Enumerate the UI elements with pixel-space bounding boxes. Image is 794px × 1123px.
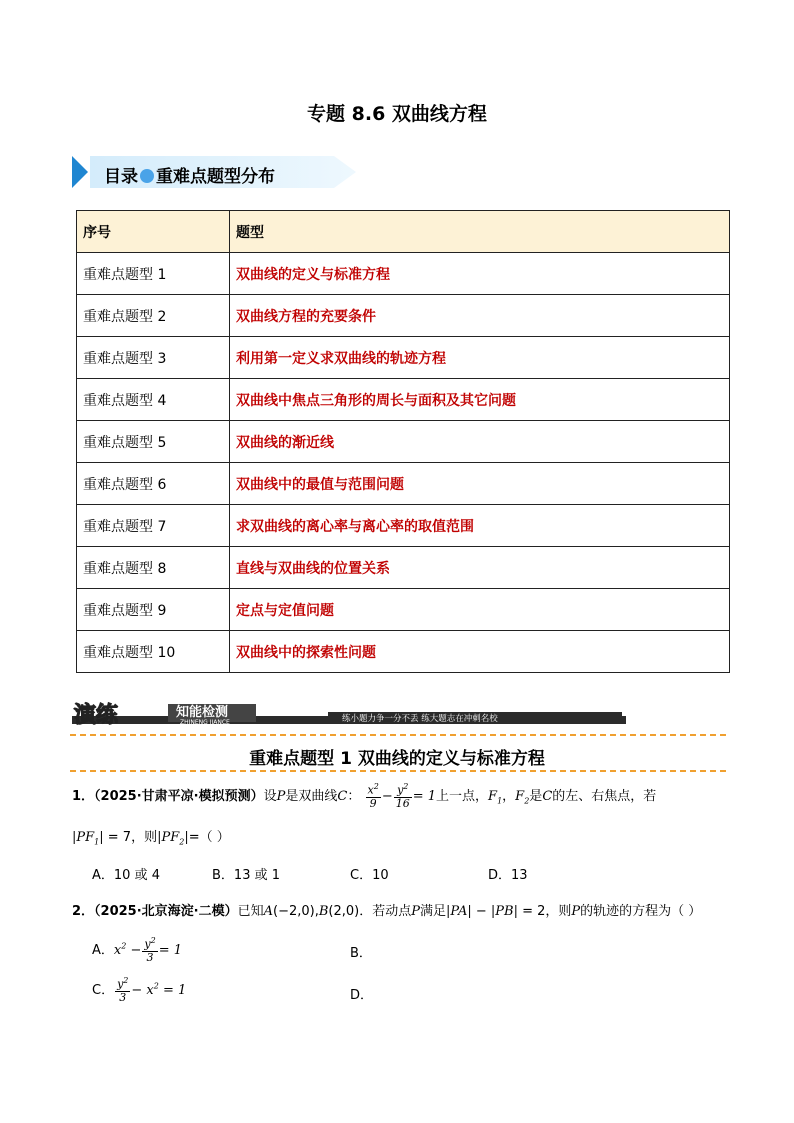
q1-source: （2025·甘肃平凉·模拟预测） — [94, 788, 264, 804]
table-row — [77, 379, 730, 421]
row-number: 重难点题型 5 — [77, 421, 230, 463]
table-row — [77, 631, 730, 673]
row-topic: 双曲线中的探索性问题 — [230, 631, 730, 673]
toc-banner — [72, 156, 356, 188]
table-row — [77, 253, 730, 295]
practice-main-text: 演练 — [74, 702, 119, 726]
section-title: 重难点题型 1 双曲线的定义与标准方程 — [249, 749, 545, 769]
q2-option-a[interactable]: A．$x^2$ − $\frac{y^2}{3}$ = 1 — [92, 936, 182, 965]
table-header-row — [77, 211, 730, 253]
row-number: 重难点题型 9 — [77, 589, 230, 631]
row-topic: 双曲线的定义与标准方程 — [230, 253, 730, 295]
practice-banner-background — [72, 700, 626, 726]
q1-option-b[interactable]: B．13 或 1 — [212, 868, 280, 883]
q1-option-a[interactable]: A．10 或 4 — [92, 868, 160, 883]
practice-slogan: 练小题力争一分不丢 练大题志在冲刺名校 — [342, 714, 498, 724]
page-title: 专题 8.6 双曲线方程 — [307, 103, 487, 125]
divider-bottom — [70, 770, 726, 772]
toc-label-right: 重难点题型分布 — [156, 167, 275, 187]
q2-option-c[interactable]: C． $\frac{y^2}{3}$ − $x^2 = 1$ — [92, 976, 187, 1005]
row-topic: 双曲线中焦点三角形的周长与面积及其它问题 — [230, 379, 730, 421]
q2-source: （2025·北京海淀·二模） — [94, 904, 238, 919]
table-row — [77, 421, 730, 463]
row-number: 重难点题型 6 — [77, 463, 230, 505]
header-topic: 题型 — [230, 211, 730, 253]
table-row — [77, 547, 730, 589]
divider-top — [70, 734, 726, 736]
arrow-icon — [72, 156, 88, 188]
table-row — [77, 589, 730, 631]
practice-badge-text: 知能检测 — [176, 705, 229, 720]
practice-banner — [72, 700, 626, 726]
row-topic: 双曲线中的最值与范围问题 — [230, 463, 730, 505]
q2-option-b[interactable]: B． — [350, 946, 372, 961]
row-number: 重难点题型 7 — [77, 505, 230, 547]
table-row — [77, 337, 730, 379]
question-1: 1．（2025·甘肃平凉·模拟预测）设P是双曲线C： $\frac{x^2}{9}$ − $\frac{y^2}{16}$ = 1上一点，$F_1$，$F_2$是C的左、右焦点，若 — [72, 782, 657, 811]
q1-option-d[interactable]: D．13 — [488, 868, 528, 883]
row-topic: 双曲线方程的充要条件 — [230, 295, 730, 337]
row-topic: 双曲线的渐近线 — [230, 421, 730, 463]
row-number: 重难点题型 4 — [77, 379, 230, 421]
table-row — [77, 463, 730, 505]
table-row — [77, 295, 730, 337]
row-number: 重难点题型 2 — [77, 295, 230, 337]
q2-option-d[interactable]: D． — [350, 988, 374, 1003]
table-body — [77, 253, 730, 673]
row-topic: 求双曲线的离心率与离心率的取值范围 — [230, 505, 730, 547]
row-topic: 利用第一定义求双曲线的轨迹方程 — [230, 337, 730, 379]
q1-number: 1． — [72, 788, 95, 804]
q1-fraction-y: $\frac{y^2}{16}$ — [395, 782, 410, 811]
toc-label-left: 目录 — [104, 167, 138, 187]
table-row — [77, 505, 730, 547]
q2-number: 2． — [72, 904, 95, 919]
question-2: 2．（2025·北京海淀·二模）已知A(−2,0),B(2,0)．若动点P满足|PA| − |PB| = 2，则P的轨迹的方程为（ ） — [72, 904, 702, 919]
practice-badge-pinyin: ZHINENG JIANCE — [180, 719, 230, 726]
row-topic: 定点与定值问题 — [230, 589, 730, 631]
toc-heading — [104, 162, 275, 187]
q1-option-c[interactable]: C．10 — [350, 868, 389, 883]
toc-table — [76, 210, 730, 673]
row-number: 重难点题型 8 — [77, 547, 230, 589]
q1-fraction-x: $\frac{x^2}{9}$ — [367, 782, 379, 811]
row-number: 重难点题型 10 — [77, 631, 230, 673]
row-number: 重难点题型 1 — [77, 253, 230, 295]
row-number: 重难点题型 3 — [77, 337, 230, 379]
question-1-line2: $|PF_1| = 7$，则$|PF_2|=$（ ） — [72, 830, 230, 847]
header-no: 序号 — [77, 211, 230, 253]
row-topic: 直线与双曲线的位置关系 — [230, 547, 730, 589]
circle-icon — [140, 169, 154, 183]
